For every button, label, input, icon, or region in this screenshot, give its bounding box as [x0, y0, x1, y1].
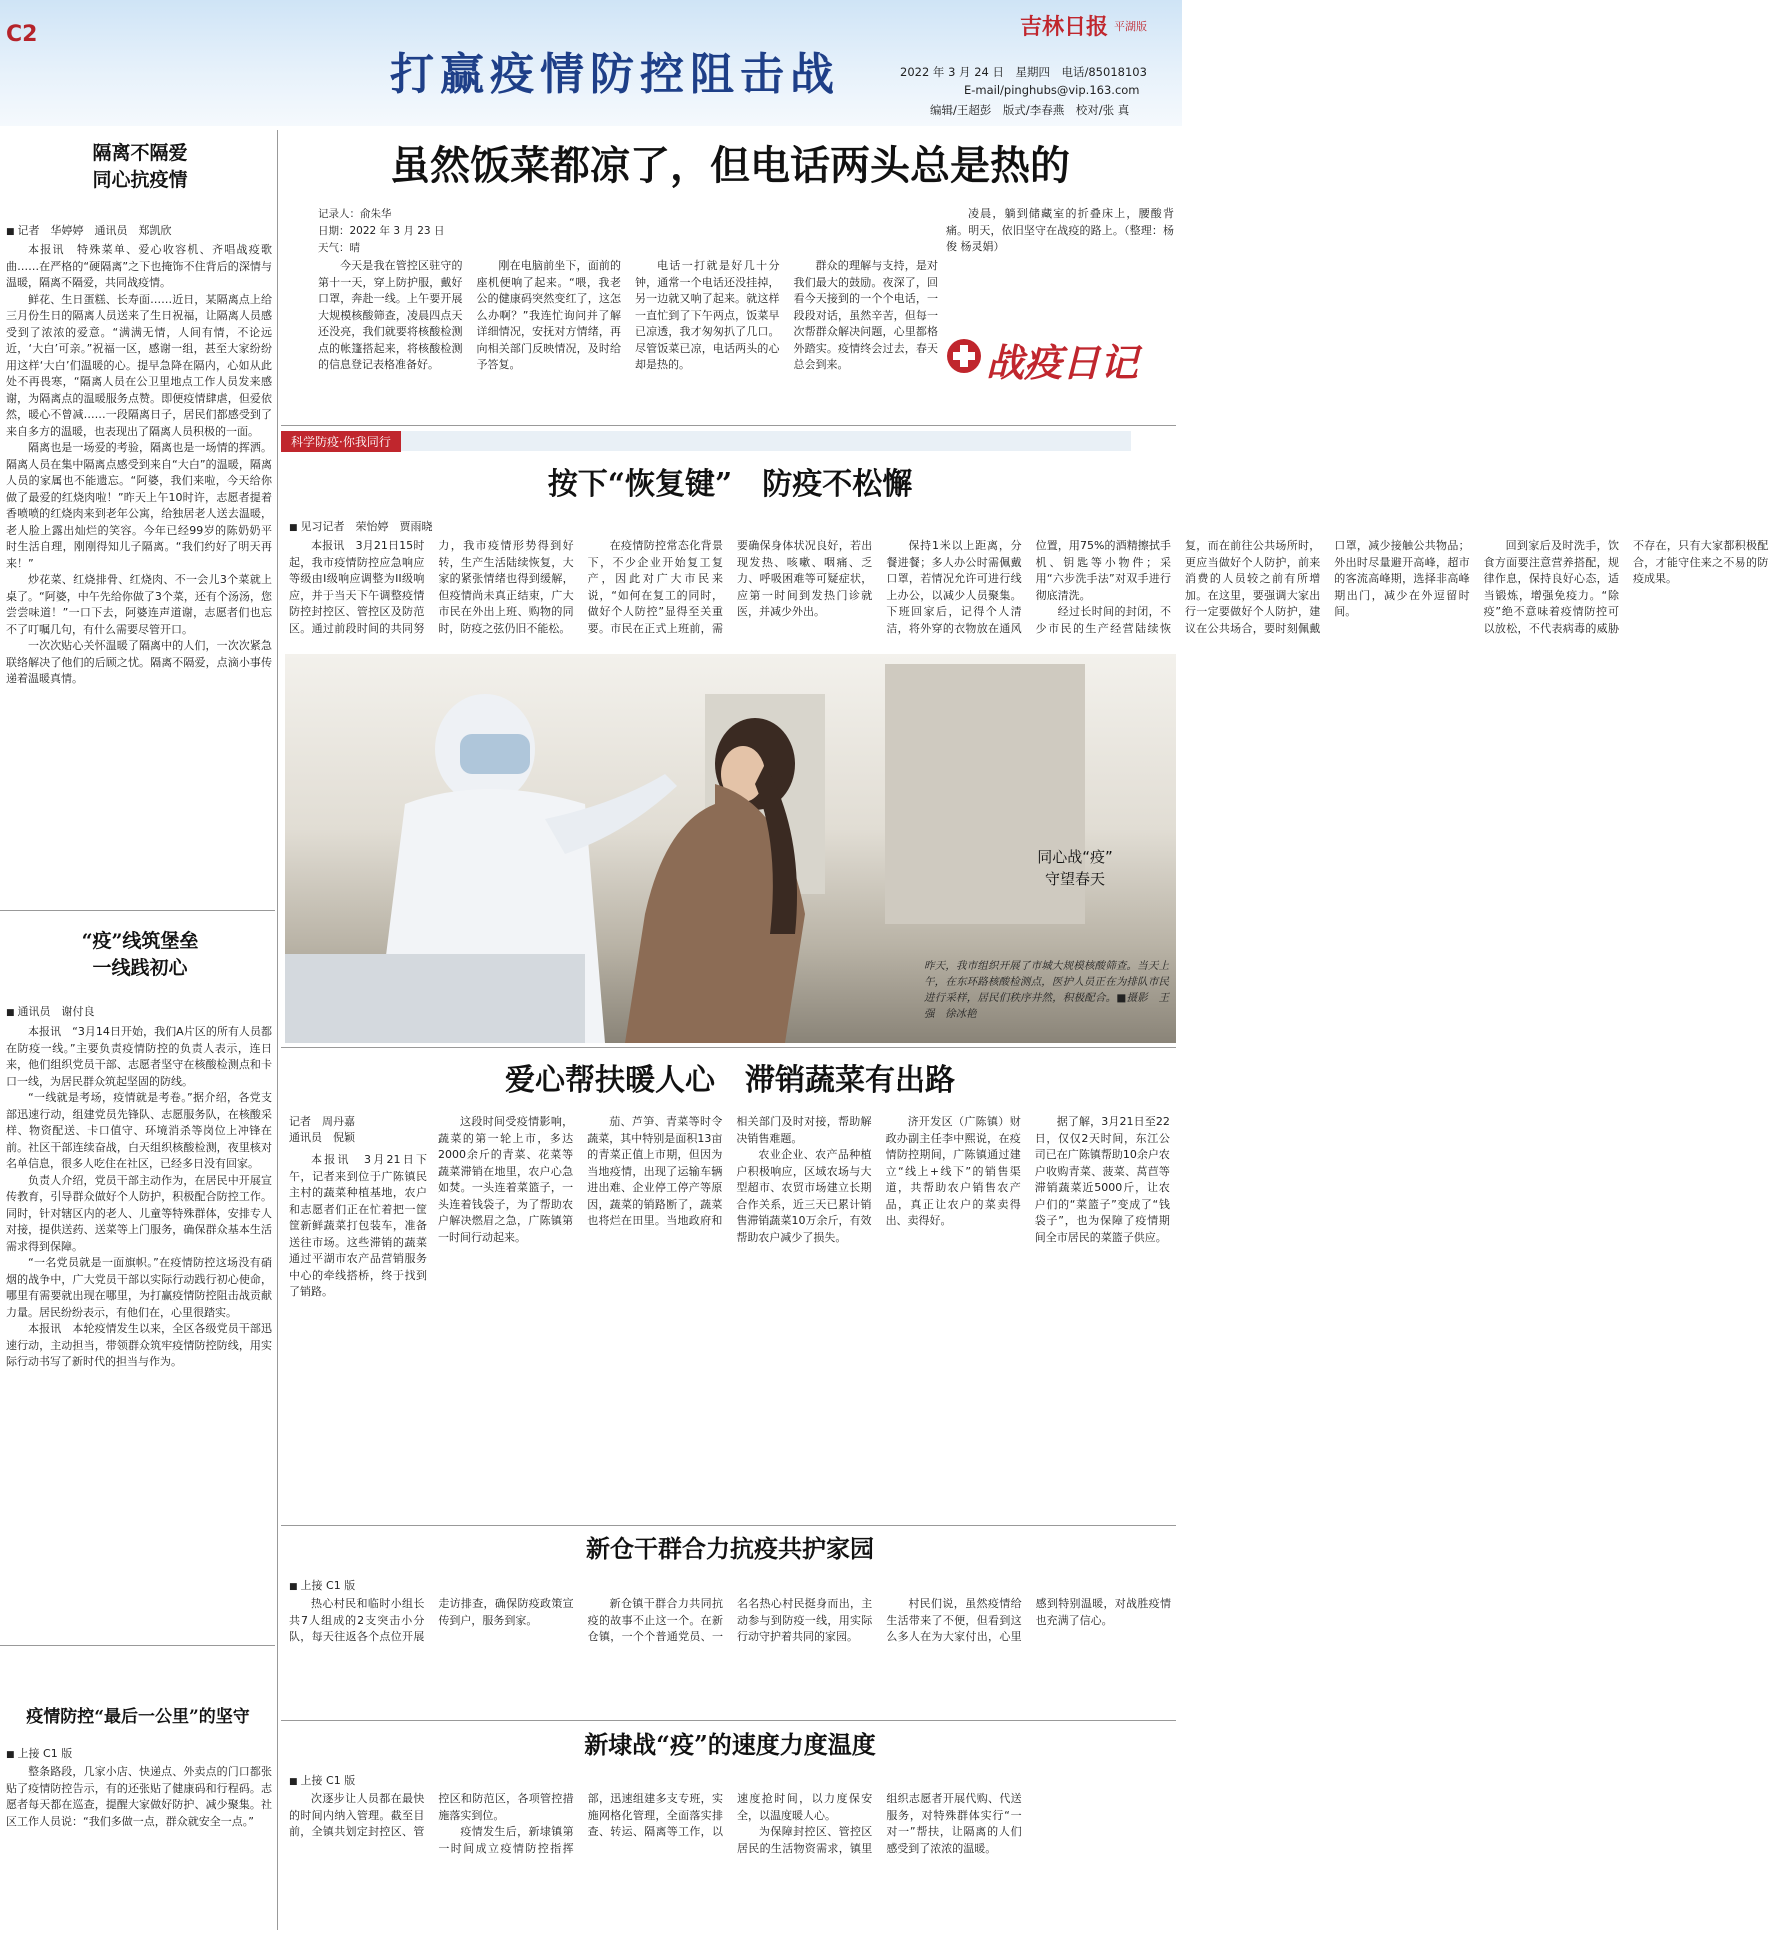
story-headline: 新埭战“疫”的速度力度温度 — [584, 1730, 876, 1759]
byline: ■ 上接 C1 版 — [289, 1772, 355, 1788]
red-cross-icon — [946, 338, 982, 374]
editors-line: 编辑/王超彭 版式/李春燕 校对/张 真 — [930, 103, 1130, 117]
paragraph: 负责人介绍，党员干部主动作为，在居民中开展宣传教育，引导群众做好个人防护，积极配合防控工作。同时，针对辖区内的老人、儿童等特殊群体，安排专人对接，提供送药、送菜等上门服务，确保群众基本生活需求得到保障。 — [6, 1173, 272, 1253]
story-headline: 爱心帮扶暖人心 滞销蔬菜有出路 — [505, 1063, 955, 1098]
paragraph: 新仓镇干群合力共同抗疫的故事不止这一个。在新仓镇，一个个普通党员、一名名热心村民挺身而出，主动参与到防疫一线，用实际行动守护着共同的家园。 — [587, 1597, 873, 1643]
section-divider — [281, 1525, 1176, 1526]
diary-weather: 天气：晴 — [318, 242, 360, 254]
paragraph: 电话一打就是好几十分钟，通常一个电话还没挂掉，另一边就又响了起来。就这样一直忙到了下午两点，饭菜早已凉透，我才匆匆扒了几口。尽管饭菜已凉，电话两头的心却是热的。 — [635, 259, 780, 371]
paragraph: 本报讯 本轮疫情发生以来，全区各级党员干部迅速行动，主动担当，带领群众筑牢疫情防控防线，用实际行动书写了新时代的担当与作为。 — [6, 1322, 272, 1368]
story-headline: 新仓干群合力抗疫共护家园 — [586, 1534, 874, 1563]
paragraph: “一名党员就是一面旗帜。”在疫情防控这场没有硝烟的战争中，广大党员干部以实际行动践行初心使命，哪里有需要就出现在哪里，为打赢疫情防控阻击战贡献力量。居民纷纷表示，有他们在，心里很踏实。 — [6, 1256, 272, 1319]
section-divider — [0, 910, 275, 911]
headline-line: “疫”线筑堡垒 — [81, 930, 199, 952]
column-divider — [277, 130, 278, 1930]
story-body — [289, 538, 1768, 646]
paragraph: 疫情发生后，新埭镇第一时间成立疫情防控指挥部，迅速组建多支专班，实施网格化管理，全面落实排查、转运、隔离等工作，以速度抢时间，以力度保安全，以温度暖人心。 — [438, 1792, 873, 1855]
page-number: C2 — [6, 22, 38, 47]
paragraph: 鲜花、生日蛋糕、长寿面……近日，某隔离点上给三月份生日的隔离人员送来了生日祝福，让隔离人员感受到了浓浓的爱意。“满满无情，人间有情，不论远近，‘大白’可亲。”祝福一区，感谢一组，甚至大家纷纷用这样‘大白’们温暖的心。提早急降在隔内，心如从此处不再畏寒，“隔离人员在公卫里地点工作人员发来感谢，为隔离点的温暖服务点赞。即便疫情肆虐，但爱依然，暖心不曾减……一段隔离日子，居民们都感受到了来自多方的温暖，也表现出了隔离人员积极的一面。 — [6, 292, 272, 438]
paragraph: 一次次贴心关怀温暖了隔离中的人们，一次次紧急联络解决了他们的后顾之忧。隔离不隔爱，点滴小事传递着温暖真情。 — [6, 639, 272, 685]
paragraph: 炒花菜、红烧排骨、红烧肉、不一会儿3个菜就上桌了。“阿婆，中午先给你做了3个菜，还有个汤汤，您尝尝味道！”一口下去，阿婆连声道谢，志愿者们也忘不了叮嘱几句，有什么需要尽管开口。 — [6, 573, 272, 636]
caption-line: 守望春天 — [1044, 870, 1105, 888]
diary-badge — [946, 328, 1156, 396]
story-body — [6, 1024, 272, 1634]
story-headline: 疫情防控“最后一公里”的坚守 — [26, 1707, 250, 1727]
section-divider — [281, 1047, 1176, 1048]
paragraph: 整条路段，几家小店、快递点、外卖点的门口都张贴了疫情防控告示，有的还张贴了健康码和行程码。志愿者每天都在巡查，提醒大家做好防护、减少聚集。社区工作人员说：“我们多做一点，群众就安全一点。” — [6, 1765, 272, 1828]
diary-badge-label: 战疫日记 — [986, 340, 1139, 385]
kicker-label: 科学防疫·你我同行 — [281, 431, 401, 452]
paragraph: 本报讯 3月21日15时起，我市疫情防控应急响应等级由I级响应调整为II级响应，并于当天下午调整疫情防控封控区、管控区及防范区。通过前段时间的共同努力，我市疫情形势得到好转，生产生活陆续恢复，大家的紧张情绪也得到缓解，但疫情尚未真正结束，广大市民在外出上班、购物的同时，防疫之弦仍旧不能松。 — [289, 539, 574, 635]
byline: ■ 上接 C1 版 — [289, 1577, 355, 1593]
byline: ■ 通讯员 谢付良 — [6, 1003, 95, 1019]
paragraph: 保持1米以上距离，分餐进餐；多人办公时需佩戴口罩，若情况允许可进行线上办公，以减少人员聚集。下班回家后，记得个人清洁，将外穿的衣物放在通风位置，用75%的酒精擦拭手机、钥匙等小物件；采用“六步洗手法”对双手进行彻底清洗。 — [886, 539, 1171, 635]
paragraph: 据了解，3月21日至22日，仅仅2天时间，东江公司已在广陈镇帮助10余户农户收购青菜、菠菜、莴苣等滞销蔬菜近5000斤，让农户们的“菜篮子”变成了“钱袋子”，也为保障了疫情期间全市居民的菜篮子供应。 — [1034, 1115, 1170, 1244]
paragraph: 茄、芦笋、青菜等时令蔬菜，其中特别是面积13亩的青菜正值上市期，但因为当地疫情，出现了运输车辆进出难、企业停工停产等原因，蔬菜的销路断了，蔬菜也将烂在田里。当地政府和相关部门及时对接，帮助解决销售难题。 — [587, 1115, 872, 1227]
section-divider — [281, 425, 1176, 426]
byline: ■ 上接 C1 版 — [6, 1745, 72, 1761]
paragraph: 这段时间受疫情影响，蔬菜的第一轮上市，多达2000余斤的青菜、花菜等蔬菜滞销在地里，农户心急如焚。一头连着菜篮子，一头连着钱袋子，为了帮助农户解决燃眉之急，广陈镇第一时间行动起来。 — [438, 1115, 574, 1244]
story-headline — [10, 928, 270, 982]
dateline: 2022 年 3 月 24 日 星期四 电话/85018103 — [900, 65, 1147, 79]
headline-line: 一线践初心 — [92, 957, 188, 979]
section-title: 打赢疫情防控阻击战 — [390, 49, 840, 100]
diary-recorder: 记录人：俞朱华 — [318, 208, 392, 220]
paragraph: 回到家后及时洗手，饮食方面要注意营养搭配，规律作息，保持良好心态，适当锻炼，增强免疫力。“除疫”绝不意味着疫情防控可以放松，不代表病毒的威胁不存在，只有大家都积极配合，才能守住来之不易的防疫成果。 — [1483, 539, 1768, 635]
story-headline — [10, 140, 270, 194]
paragraph: 本报讯 “3月14日开始，我们A片区的所有人员都在防疫一线。”主要负责疫情防控的负责人表示，连日来，他们组织党员干部、志愿者坚守在核酸检测点和卡口一线，为居民群众筑起坚固的防线。 — [6, 1025, 272, 1088]
byline: ■ 见习记者 荣怡婷 贾雨晓 — [289, 518, 433, 534]
story-body — [6, 1764, 272, 1924]
story-body — [289, 1152, 427, 1517]
paragraph: 济开发区（广陈镇）财政办副主任李中熙说，在疫情防控期间，广陈镇通过建立“线上+线下”的销售渠道，共帮助农户销售农产品，真正让农户的菜卖得出、卖得好。 — [885, 1115, 1021, 1227]
email[interactable]: E-mail/pinghubs@vip.163.com — [964, 83, 1140, 97]
paragraph: 村民们说，虽然疫情给生活带来了不便，但看到这么多人在为大家付出，心里感到特别温暖，对战胜疫情也充满了信心。 — [886, 1597, 1171, 1643]
paragraph: 热心村民和临时小组长共7人组成的2支突击小分队，每天往返各个点位开展走访排查，确保防疫政策宣传到户，服务到家。 — [289, 1597, 574, 1643]
headline-line: 隔离不隔爱 — [92, 142, 188, 164]
section-divider — [281, 1720, 1176, 1721]
paragraph: 隔离也是一场爱的考验，隔离也是一场情的挥洒。隔离人员在集中隔离点感受到来自“大白”的温暖，隔离人员的家属也不能遗忘。“阿婆，我们来啦，今天给你做了最爱的红烧肉啦！”昨天上午10时许，志愿者提着香喷喷的红烧肉来到老年公寓，给独居老人送去温暖，老人脸上露出灿烂的笑容。今年已经99岁的陈奶奶平时生活自理，刚刚得知儿子隔离。“我们约好了明天再来！” — [6, 441, 272, 570]
paragraph: 经过长时间的封闭，不少市民的生产经营陆续恢复，而在前往公共场所时，更应当做好个人防护，前来消费的人员较之前有所增加。在这里，要强调大家出行一定要做好个人防护，建议在公共场合，要时刻佩戴口罩，减少接触公共物品；外出时尽量避开高峰，超市的客流高峰期，选择非高峰期出门，减少在外逗留时间。 — [1035, 539, 1470, 635]
story-body — [289, 1596, 1171, 1714]
paragraph: 为保障封控区、管控区居民的生活物资需求，镇里组织志愿者开展代购、代送服务，对特殊群体实行“一对一”帮扶，让隔离的人们感受到了浓浓的温暖。 — [736, 1792, 1022, 1855]
caption-line: 同心战“疫” — [1037, 848, 1113, 866]
story-body — [438, 1114, 1170, 1517]
story-body — [318, 258, 938, 418]
diary-meta — [318, 206, 468, 258]
paragraph: 今天是我在管控区驻守的第十一天，穿上防护服，戴好口罩，奔赴一线。上午要开展大规模核酸筛查，凌晨四点天还没亮，我们就要将核酸检测点的帐篷搭起来，将核酸检测的信息登记表格准备好。 — [318, 259, 463, 371]
top-headline: 虽然饭菜都凉了，但电话两头总是热的 — [390, 142, 1070, 189]
byline-line: 记者 周丹嘉 — [289, 1115, 355, 1128]
paragraph: 农业企业、农产品种植户积极响应，区域农场与大型超市、农贸市场建立长期合作关系，近三天已累计销售滞销蔬菜10万余斤，有效帮助农户减少了损失。 — [736, 1148, 872, 1244]
paper-edition: 平湖版 — [1114, 20, 1147, 33]
paragraph: 本报讯 3月21日下午，记者来到位于广陈镇民主村的蔬菜种植基地，农户和志愿者们正在忙着把一筐筐新鲜蔬菜打包装车，准备送往市场。这些滞销的蔬菜通过平湖市农产品营销服务中心的牵线搭桥，终于找到了销路。 — [289, 1153, 427, 1298]
section-divider — [0, 1645, 275, 1646]
paper-logo: 吉林日报 — [1020, 14, 1109, 40]
story-headline: 按下“恢复键” 防疫不松懈 — [547, 467, 913, 502]
kicker-bar — [281, 431, 1131, 451]
paragraph: 群众的理解与支持，是对我们最大的鼓励。夜深了，回看今天接到的一个个电话，一段段对话，虽然辛苦，但每一次帮群众解决问题，心里都格外踏实。疫情终会过去，春天总会到来。 — [793, 259, 938, 371]
byline: ■ 记者 华婷婷 通讯员 郑凯欣 — [6, 222, 172, 238]
story-body — [289, 1791, 1171, 1929]
paragraph: 凌晨，躺到储藏室的折叠床上，腰酸背痛。明天，依旧坚守在战疫的路上。（整理：杨俊 杨灵娟） — [946, 207, 1174, 253]
paragraph: 刚在电脑前坐下，面前的座机便响了起来。“喂，我老公的健康码突然变红了，这怎么办啊？”我连忙询问并了解详细情况，安抚对方情绪，再向相关部门反映情况，及时给予答复。 — [476, 259, 621, 371]
masthead — [0, 0, 1182, 126]
byline — [289, 1114, 364, 1150]
paragraph: 在疫情防控常态化背景下，不少企业开始复工复产，因此对广大市民来说，“如何在复工的同时，做好个人防控”显得至关重要。市民在正式上班前，需要确保身体状况良好，若出现发热、咳嗽、咽痛、乏力、呼吸困难等可疑症状，应第一时间到发热门诊就医，并减少外出。 — [587, 539, 873, 635]
paragraph: “一线就是考场，疫情就是考卷。”据介绍，各党支部迅速行动，组建党员先锋队、志愿服务队，在核酸采样、物资配送、卡口值守、环境消杀等岗位上冲锋在前。社区干部连续奋战，白天组织核酸检测，夜里核对名单信息，很多人吃住在社区，已经多日没有回家。 — [6, 1091, 272, 1170]
headline-line: 同心抗疫情 — [92, 169, 188, 191]
paragraph: 次逐步让人员都在最快的时间内纳入管理。截至目前，全镇共划定封控区、管控区和防范区，各项管控措施落实到位。 — [289, 1792, 574, 1838]
story-body — [946, 206, 1174, 326]
story-body — [6, 242, 272, 892]
photo-credit: 昨天，我市组织开展了市城大规模核酸筛查。当天上午，在东环路核酸检测点，医护人员正在为排队市民进行采样，居民们秩序井然，积极配合。■摄影 王强 徐冰艳 — [924, 960, 1169, 1020]
paragraph: 本报讯 特殊菜单、爱心收容机、齐唱战疫歌曲……在严格的“硬隔离”之下也掩饰不住背后的深情与温暖，隔离不隔爱，共同战疫情。 — [6, 243, 272, 289]
byline-line: 通讯员 倪颖 — [289, 1131, 355, 1144]
photo-caption-title — [1000, 846, 1150, 890]
diary-date: 日期：2022 年 3 月 23 日 — [318, 225, 445, 237]
